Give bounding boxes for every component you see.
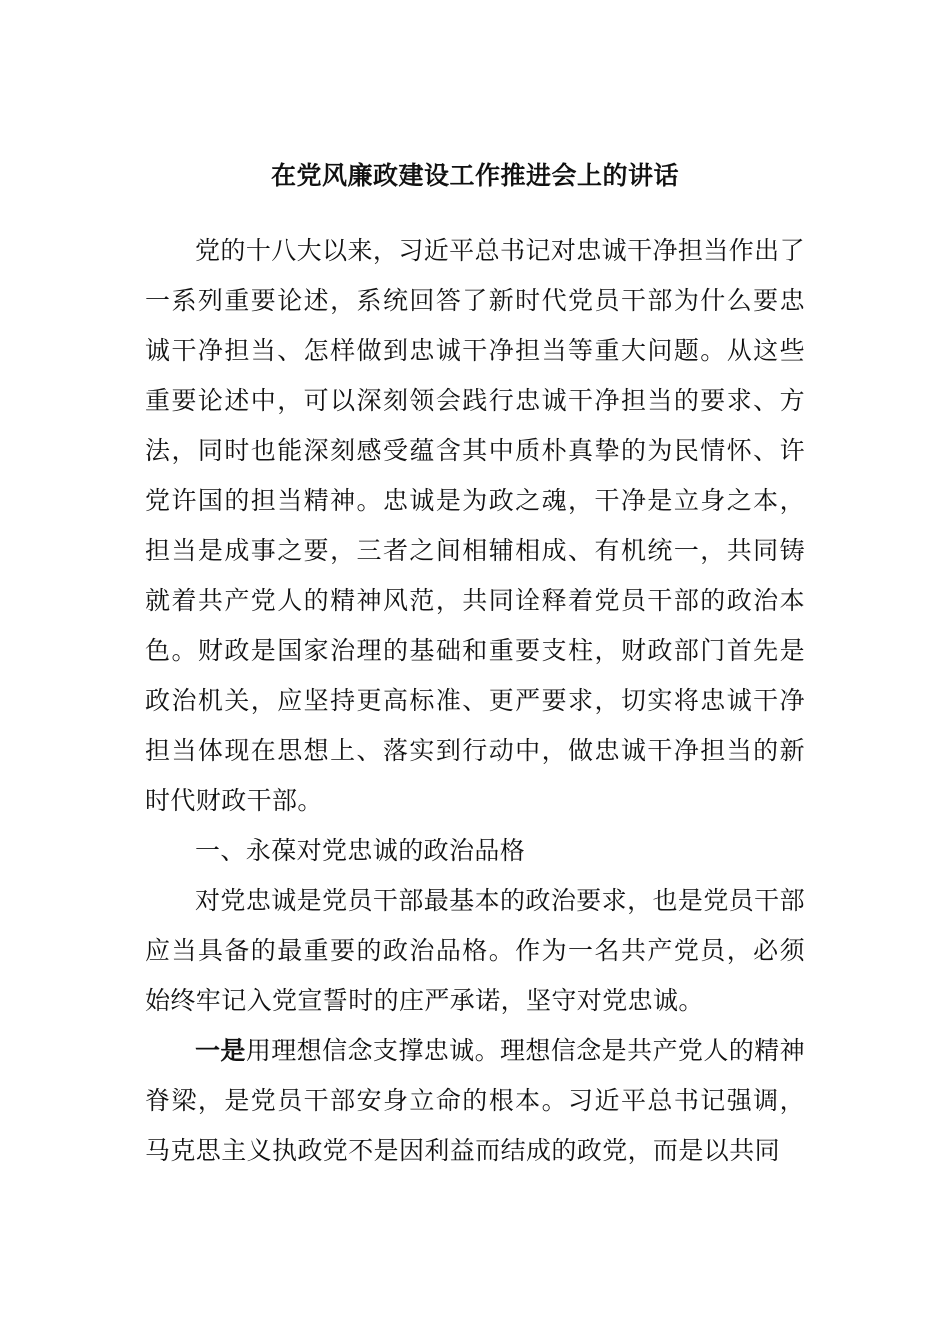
paragraph-loyalty-text: 对党忠诚是党员干部最基本的政治要求，也是党员干部应当具备的最重要的政治品格。作为一名共产党员，必须始终牢记入党宣誓时的庄严承诺，坚守对党忠诚。 xyxy=(145,886,805,1015)
paragraph-point-1 xyxy=(145,1026,805,1176)
section-heading-1-text: 一、永葆对党忠诚的政治品格 xyxy=(195,836,526,865)
section-heading-1 xyxy=(145,826,805,876)
document-body xyxy=(145,226,805,1176)
paragraph-intro xyxy=(145,226,805,826)
paragraph-intro-text: 党的十八大以来，习近平总书记对忠诚干净担当作出了一系列重要论述，系统回答了新时代党员干部为什么要忠诚干净担当、怎样做到忠诚干净担当等重大问题。从这些重要论述中，可以深刻领会践行忠诚干净担当的要求、方法，同时也能深刻感受蕴含其中质朴真挚的为民情怀、许党许国的担当精神。忠诚是为政之魂，干净是立身之本，担当是成事之要，三者之间相辅相成、有机统一，共同铸就着共产党人的精神风范，共同诠释着党员干部的政治本色。财政是国家治理的基础和重要支柱，财政部门首先是政治机关，应坚持更高标准、更严要求，切实将忠诚干净担当体现在思想上、落实到行动中，做忠诚干净担当的新时代财政干部。 xyxy=(145,236,805,815)
paragraph-point-1-text: 用理想信念支撑忠诚。理想信念是共产党人的精神脊梁，是党员干部安身立命的根本。习近平总书记强调，马克思主义执政党不是因利益而结成的政党，而是以共同 xyxy=(145,1036,805,1165)
paragraph-point-1-lead: 一是 xyxy=(195,1036,246,1065)
paragraph-loyalty xyxy=(145,876,805,1026)
document-title: 在党风廉政建设工作推进会上的讲话 xyxy=(270,161,679,190)
